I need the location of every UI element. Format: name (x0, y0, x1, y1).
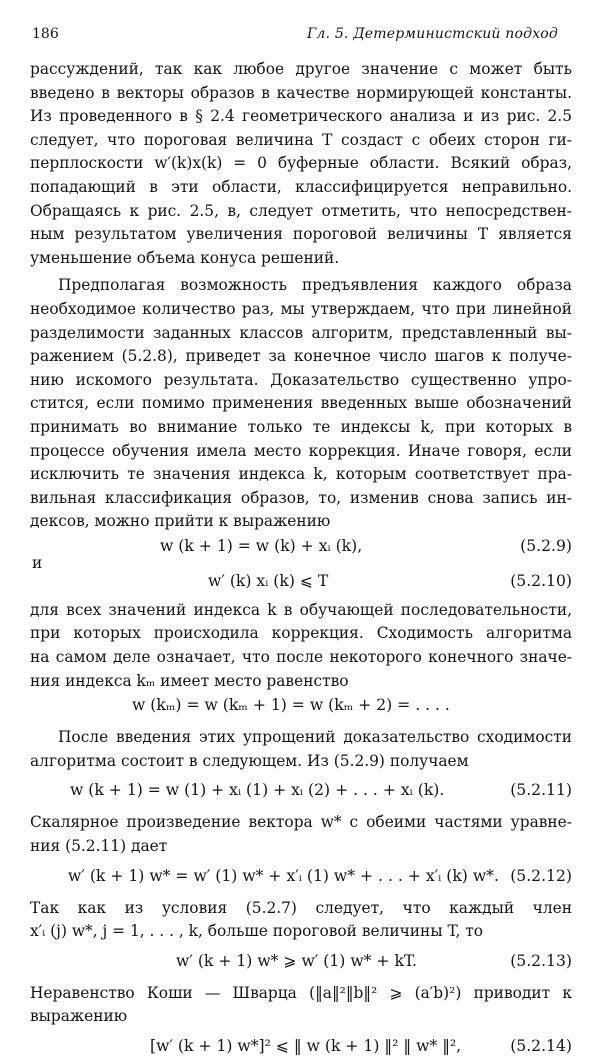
text-line: Скалярное произведение вектора w* с обеими частями уравне- (30, 813, 572, 832)
paragraph-4 (30, 726, 572, 773)
equation-number: (5.2.12) (510, 866, 572, 885)
text-line: ния индекса kₘ имеет место равенство (30, 671, 349, 690)
text-line: принимать во внимание только те индексы k, при которых в (30, 417, 572, 436)
equation-km-equality (30, 693, 572, 718)
text-line: вильная классификация образов, то, изменив снова запись ин- (30, 488, 572, 507)
equation-number: (5.2.11) (510, 781, 572, 800)
text-line: исключить те значения индекса k, которым соответствует пра- (30, 465, 572, 484)
text-line: Обращаясь к рис. 2.5, в, следует отметить, что непосредствен- (30, 201, 572, 220)
text-line: ным результатом увеличения пороговой величины T является (30, 225, 572, 244)
text-line: выражению (30, 1007, 128, 1026)
text-line: стится, если помимо применения введенных выше обозначений (30, 394, 572, 413)
paragraph-7 (30, 982, 572, 1029)
page-number: 186 (32, 26, 59, 42)
text-line: необходимое количество раз, мы утверждаем, что при линейной (30, 299, 572, 318)
paragraph-2 (30, 274, 572, 534)
equation-expression: w (k + 1) = w (1) + xᵢ (1) + xᵢ (2) + . . . + xᵢ (k). (70, 781, 445, 800)
equation-5-2-14 (30, 1034, 572, 1059)
text-line: ражением (5.2.8), приведет за конечное число шагов к получе- (30, 347, 572, 366)
equation-number: (5.2.14) (510, 1037, 572, 1055)
paragraph-1 (30, 58, 572, 270)
text-line: нию искомого результата. Доказательство существенно упро- (30, 370, 572, 389)
equation-expression: w′ (k + 1) w* = w′ (1) w* + x′ᵢ (1) w* + . . . + x′ᵢ (k) w*. (68, 866, 499, 885)
equation-expression: w (k + 1) = w (k) + xᵢ (k), (160, 536, 363, 555)
text-line: Предполагая возможность предъявления каждого образа (58, 276, 572, 295)
text-line: x′ᵢ (j) w*, j = 1, . . . , k, больше пороговой величины T, то (30, 922, 484, 941)
equation-number: (5.2.9) (520, 536, 572, 555)
equation-expression: w′ (k + 1) w* ⩾ w′ (1) w* + kT. (176, 951, 417, 970)
text-line: уменьшение объема конуса решений. (30, 248, 340, 267)
book-page (30, 18, 572, 1059)
text-line: алгоритма состоит в следующем. Из (5.2.9) получаем (30, 751, 469, 770)
text-line: процессе обучения имела место коррекция. Иначе говоря, если (30, 441, 572, 460)
text-line: введено в векторы образов в качестве нормирующей константы. (30, 83, 572, 102)
equation-number: (5.2.13) (510, 951, 572, 970)
equation-5-2-9 (30, 534, 572, 559)
text-line: на самом деле означает, что после некоторого конечного значе- (30, 648, 572, 667)
text-line: следует, что пороговая величина T создаст с обеих сторон ги- (30, 130, 572, 149)
paragraph-3 (30, 599, 572, 693)
text-line: попадающий в эти области, классифицируется неправильно. (30, 177, 572, 196)
text-line: при которых происходила коррекция. Сходимость алгоритма (30, 624, 572, 643)
equation-expression: [w′ (k + 1) w*]² ⩽ ‖ w (k + 1) ‖² ‖ w* ‖², (150, 1037, 462, 1055)
equation-5-2-12 (30, 864, 572, 889)
text-line: После введения этих упрощений доказательство сходимости (58, 728, 572, 747)
equation-5-2-11 (30, 778, 572, 803)
chapter-title: Гл. 5. Детерминистский подход (306, 26, 558, 42)
equation-5-2-10 (30, 569, 572, 594)
equation-expression: w (kₘ) = w (kₘ + 1) = w (kₘ + 2) = . . . . (132, 696, 450, 715)
text-line: дексов, можно прийти к выражению (30, 512, 331, 531)
text-line: разделимости заданных классов алгоритм, представленный вы- (30, 323, 572, 342)
equation-5-2-13 (30, 949, 572, 974)
text-line: Неравенство Коши — Шварца (‖a‖²‖b‖² ⩾ (a′b)²) приводит к (30, 983, 572, 1002)
equation-expression: w′ (k) xᵢ (k) ⩽ T (208, 571, 329, 590)
conjunction: и (32, 553, 43, 572)
running-head (30, 18, 572, 44)
text-line: рассуждений, так как любое другое значение c может быть (30, 60, 572, 78)
text-line: перплоскости w′(k)x(k) = 0 буферные области. Всякий образ, (30, 154, 572, 173)
text-line: Из проведенного в § 2.4 геометрического анализа и из рис. 2.5 (30, 107, 572, 126)
text-line: ния (5.2.11) дает (30, 837, 168, 856)
equation-number: (5.2.10) (510, 571, 572, 590)
text-line: для всех значений индекса k в обучающей последовательности, (30, 600, 572, 619)
paragraph-6 (30, 897, 572, 944)
paragraph-5 (30, 811, 572, 858)
text-line: Так как из условия (5.2.7) следует, что каждый член (30, 898, 572, 917)
